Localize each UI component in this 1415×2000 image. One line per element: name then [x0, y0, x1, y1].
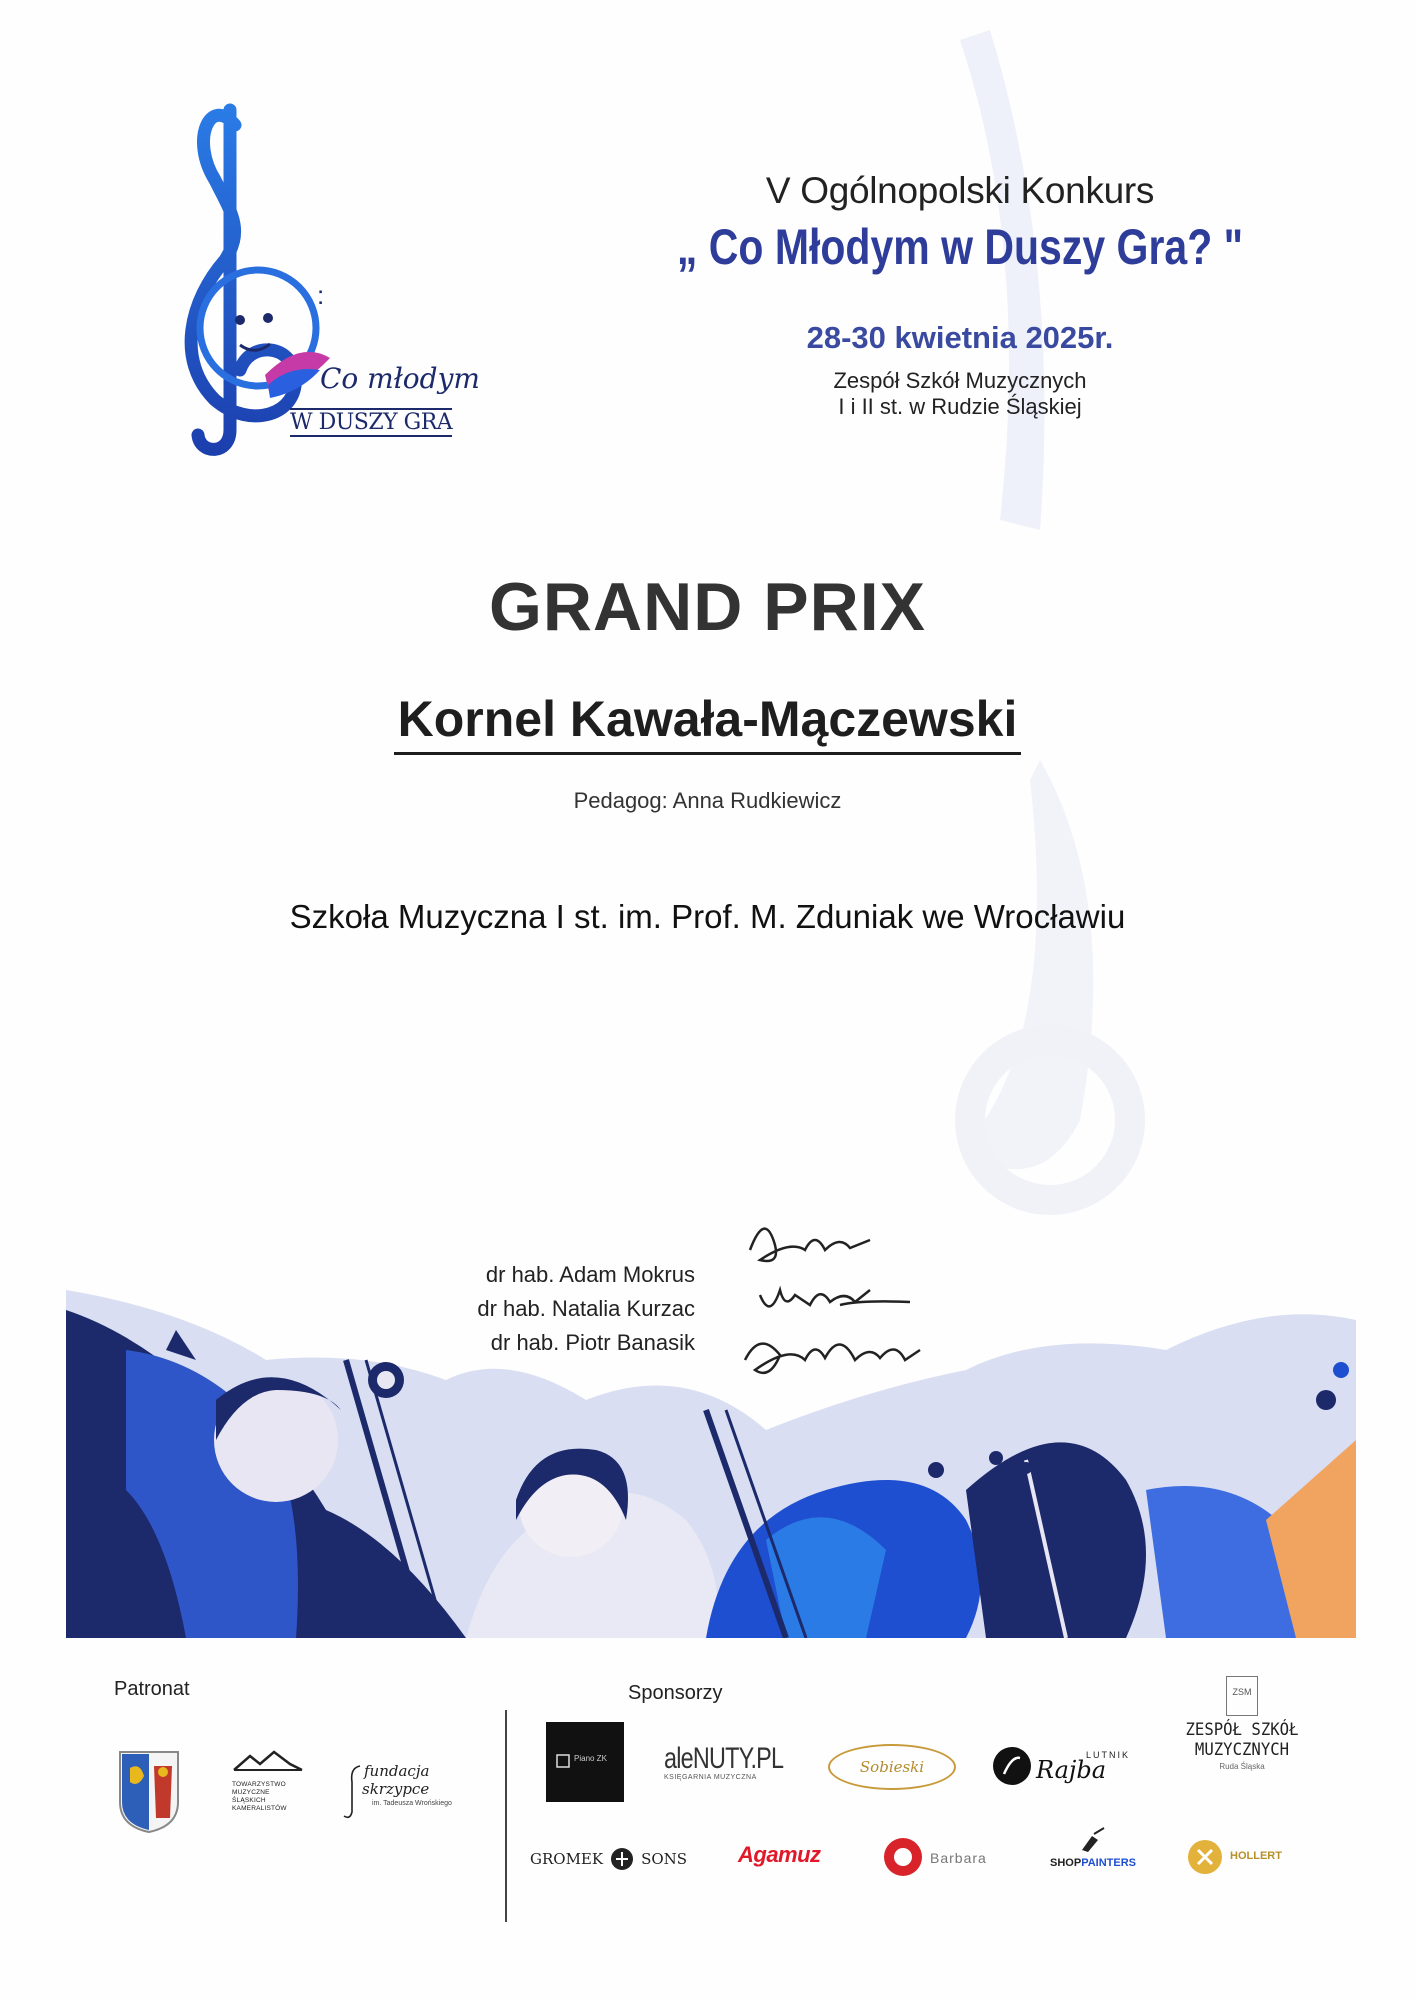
barbara-emblem-icon — [882, 1836, 924, 1878]
rajba-text: Rajba — [1036, 1756, 1107, 1784]
logo-text-top: Co młodym — [320, 362, 480, 395]
violin-scroll-icon — [342, 1762, 366, 1822]
competition-edition: V Ogólnopolski Konkurs — [765, 170, 1155, 211]
jury-member: dr hab. Piotr Banasik — [490, 1330, 695, 1355]
award-title: GRAND PRIX — [489, 569, 926, 645]
hollert-logo — [1186, 1838, 1306, 1878]
musicians-artwork — [66, 1290, 1356, 1638]
laureate-name: Kornel Kawała-Mączewski — [394, 690, 1022, 755]
tmsk-logo — [232, 1750, 302, 1813]
zsm-ruda-logo — [1162, 1676, 1322, 1816]
gromek-text: GROMEK — [530, 1850, 604, 1868]
competition-title: „ Co Młodym w Duszy Gra? " — [676, 219, 1244, 275]
mountains-icon — [232, 1750, 304, 1772]
alenuty-sub: KSIĘGARNIA MUZYCZNA — [664, 1774, 757, 1781]
shop-text: SHOP — [1050, 1857, 1082, 1869]
zsm-sub: Ruda Śląska — [1219, 1762, 1265, 1771]
paint-brush-icon — [1078, 1826, 1108, 1852]
lutnik-text: LUTNIK — [1086, 1750, 1131, 1760]
painters-text: PAINTERS — [1081, 1857, 1136, 1869]
teacher-name: Pedagog: Anna Rudkiewicz — [573, 788, 842, 813]
fundacja-line2: skrzypce — [362, 1780, 430, 1798]
fundacja-skrzypce-logo — [342, 1762, 472, 1807]
footer-divider — [505, 1710, 507, 1922]
sponsorzy-label: Sponsorzy — [628, 1682, 723, 1704]
zsm-line2: MUZYCZNYCH — [1194, 1740, 1290, 1760]
competition-dates: 28-30 kwietnia 2025r. — [806, 320, 1114, 355]
barbara-logo — [882, 1836, 1012, 1880]
sobieski-text: Sobieski — [859, 1758, 925, 1776]
piano-zk-text: Piano ZK — [574, 1754, 607, 1763]
gromek-sons-logo — [530, 1846, 700, 1872]
piano-icon — [556, 1754, 570, 1768]
hollert-text: HOLLERT — [1230, 1850, 1282, 1862]
zsm-line1: ZESPÓŁ SZKÓŁ — [1185, 1720, 1299, 1740]
header — [560, 170, 1360, 421]
hollert-badge-icon — [1186, 1838, 1224, 1876]
violin-badge-icon — [992, 1746, 1032, 1786]
laureate-block — [0, 690, 1415, 755]
host-school — [560, 368, 1360, 421]
coat-of-arms-logo — [116, 1748, 182, 1834]
host-school-line2: I i II st. w Rudzie Śląskiej — [838, 394, 1082, 420]
sobieski-oval-logo — [828, 1744, 956, 1790]
jury-member: dr hab. Adam Mokrus — [485, 1262, 695, 1287]
jury-member: dr hab. Natalia Kurzac — [477, 1296, 695, 1321]
competition-logo — [170, 100, 500, 460]
fundacja-sub: im. Tadeusza Wrońskiego — [372, 1800, 452, 1807]
logo-text-bottom: W DUSZY GRA — [290, 410, 453, 435]
violin-emblem-icon — [607, 1846, 637, 1872]
patronat-label: Patronat — [114, 1678, 190, 1700]
shoppainters-text — [1038, 1857, 1148, 1869]
alenuty-text: aleNUTY.PL — [664, 1742, 784, 1775]
tmsk-text: TOWARZYSTWO MUZYCZNE ŚLĄSKICH KAMERALISTÓW — [232, 1781, 287, 1812]
barbara-text: Barbara — [930, 1850, 987, 1866]
signature-1 — [750, 1229, 870, 1261]
sons-text: SONS — [641, 1850, 688, 1868]
alenuty-logo — [664, 1742, 794, 1781]
treble-clef-logo-icon — [170, 100, 500, 460]
shoppainters-logo — [1038, 1826, 1148, 1869]
host-school-line1: Zespół Szkół Muzycznych — [833, 368, 1087, 393]
svg-text::: : — [317, 280, 325, 310]
laureate-school: Szkoła Muzyczna I st. im. Prof. M. Zduniak we Wrocławiu — [289, 898, 1126, 935]
zsm-badge: ZSM — [1226, 1676, 1258, 1716]
agamuz-logo: Agamuz — [738, 1842, 821, 1867]
piano-zk-logo — [546, 1722, 624, 1802]
fundacja-line1: fundacja — [364, 1762, 430, 1780]
lutnik-rajba-logo — [992, 1742, 1132, 1792]
